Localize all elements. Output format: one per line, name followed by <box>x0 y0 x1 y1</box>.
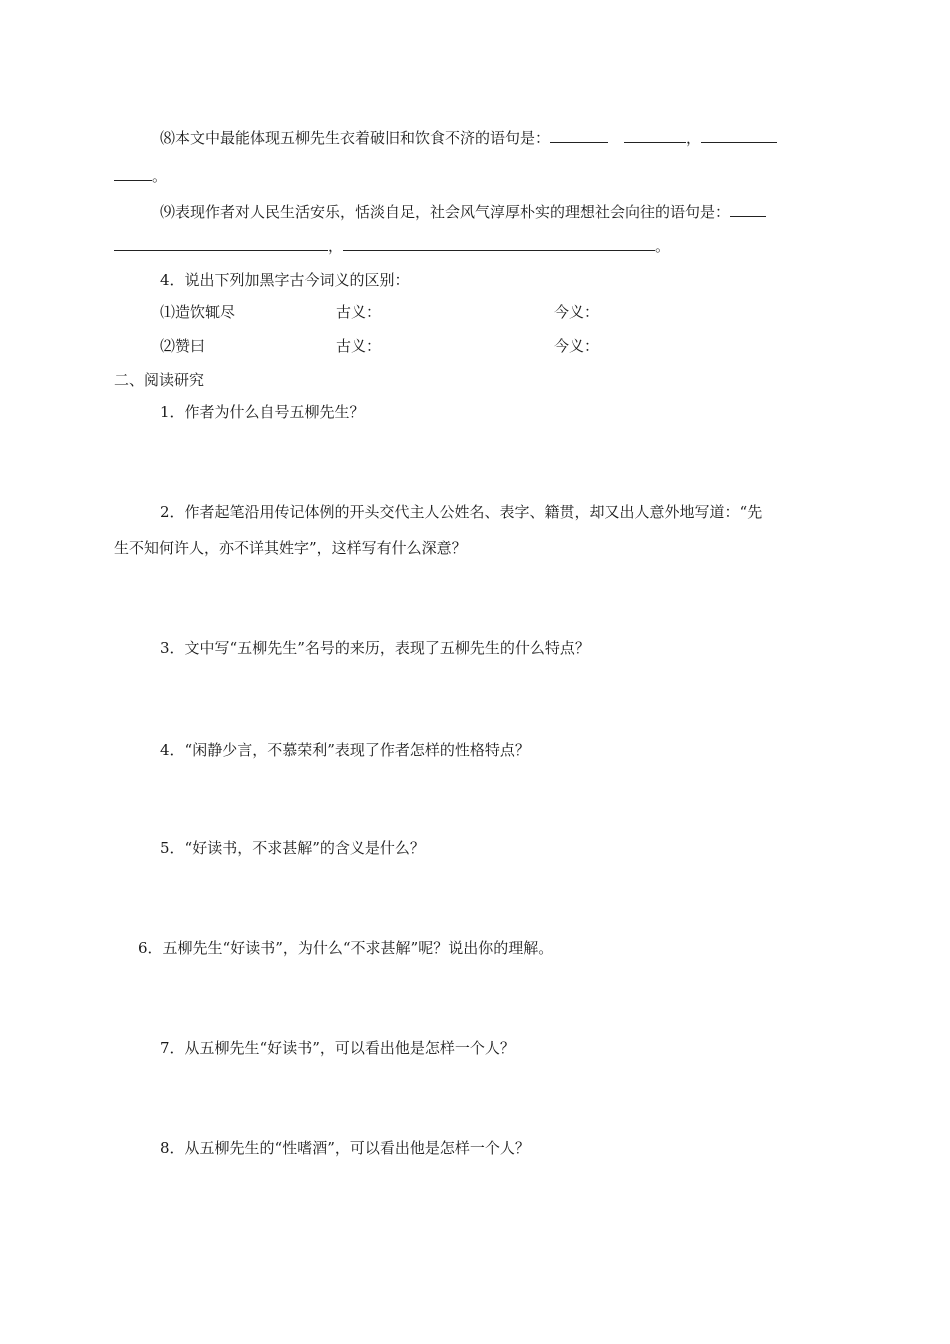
period: 。 <box>152 167 168 185</box>
question-8-number: ⑻ <box>160 129 176 147</box>
reading-question-7: 7．从五柳先生“好读书”，可以看出他是怎样一个人？ <box>160 1039 515 1057</box>
section-heading: 二、阅读研究 <box>114 371 205 389</box>
term-1: ⑴造饮辄尽 <box>160 303 236 321</box>
question-8-line-1 <box>160 128 777 148</box>
answer-blank[interactable] <box>114 236 328 251</box>
reading-question-5: 5．“好读书，不求甚解”的含义是什么？ <box>160 839 425 857</box>
answer-blank[interactable] <box>624 128 686 143</box>
question-9-text: 表现作者对人民生活安乐，恬淡自足，社会风气淳厚朴实的理想社会向往的语句是： <box>175 203 731 221</box>
question-9-number: ⑼ <box>160 203 176 221</box>
reading-question-3: 3．文中写“五柳先生”名号的来历，表现了五柳先生的什么特点？ <box>160 639 590 657</box>
reading-question-2-line-2: 生不知何许人，亦不详其姓字”，这样写有什么深意？ <box>114 539 467 557</box>
reading-question-2-line-1: 2．作者起笔沿用传记体例的开头交代主人公姓名、表字、籍贯，却又出人意外地写道：“先 <box>160 503 763 521</box>
answer-blank[interactable] <box>343 236 655 251</box>
ancient-meaning-label-1: 古义： <box>336 303 382 321</box>
answer-blank[interactable] <box>730 202 766 217</box>
reading-question-1: 1．作者为什么自号五柳先生？ <box>160 403 365 421</box>
answer-blank[interactable] <box>114 166 152 181</box>
comma: ， <box>328 237 344 255</box>
reading-question-6: 6．五柳先生“好读书”，为什么“不求甚解”呢？说出你的理解。 <box>138 939 554 957</box>
answer-blank[interactable] <box>701 128 777 143</box>
question-8-text: 本文中最能体现五柳先生衣着破旧和饮食不济的语句是： <box>175 129 551 147</box>
comma: ， <box>686 129 702 147</box>
question-9-line-1 <box>160 202 766 222</box>
reading-question-4: 4．“闲静少言，不慕荣利”表现了作者怎样的性格特点？ <box>160 741 530 759</box>
question-8-line-2 <box>114 166 167 186</box>
modern-meaning-label-2: 今义： <box>554 337 600 355</box>
period: 。 <box>655 237 671 255</box>
modern-meaning-label-1: 今义： <box>554 303 600 321</box>
question-4-title: 4．说出下列加黑字古今词义的区别： <box>160 271 410 289</box>
term-2: ⑵赞曰 <box>160 337 206 355</box>
reading-question-8: 8．从五柳先生的“性嗜酒”，可以看出他是怎样一个人？ <box>160 1139 530 1157</box>
ancient-meaning-label-2: 古义： <box>336 337 382 355</box>
question-9-line-2 <box>114 236 670 256</box>
answer-blank[interactable] <box>550 128 608 143</box>
